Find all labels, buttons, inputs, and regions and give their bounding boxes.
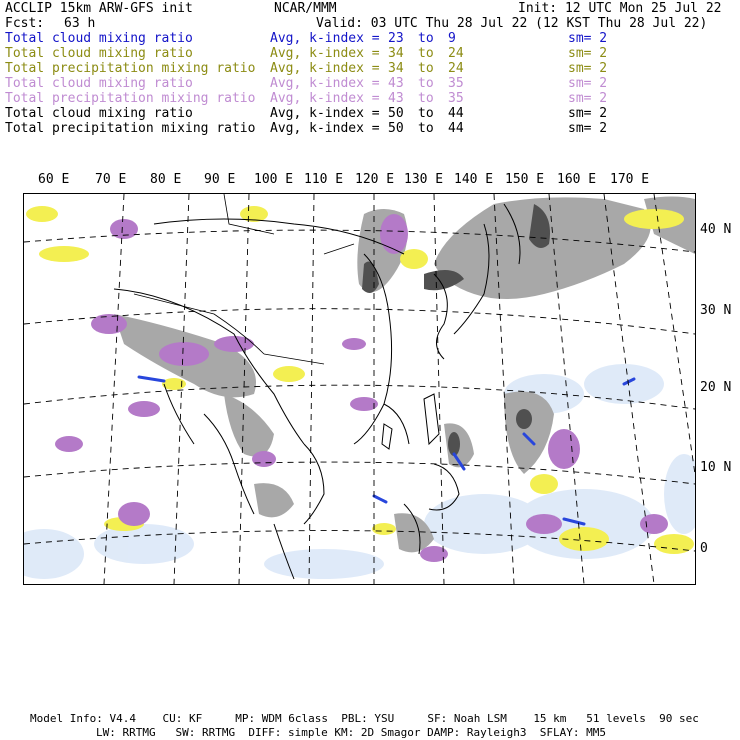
legend-to: to: [418, 46, 434, 61]
legend-to: to: [418, 61, 434, 76]
longitude-label: 80 E: [150, 172, 182, 187]
title-center: NCAR/MMM: [274, 1, 337, 16]
legend-k2: 35: [448, 91, 464, 106]
longitude-label: 110 E: [304, 172, 344, 187]
legend-k2: 24: [448, 61, 464, 76]
legend-sm: sm= 2: [568, 121, 608, 136]
longitude-label: 160 E: [557, 172, 597, 187]
legend-k1: 50: [388, 121, 404, 136]
legend-sm: sm= 2: [568, 91, 608, 106]
legend-to: to: [418, 121, 434, 136]
legend-avg: Avg, k-index =: [270, 121, 380, 136]
legend-to: to: [418, 106, 434, 121]
latitude-label: 40 N: [700, 222, 732, 237]
model-info-line1: Model Info: V4.4 CU: KF MP: WDM 6class PBL: YSU SF: Noah LSM 15 km 51 levels 90 sec: [30, 712, 699, 725]
legend-field: Total cloud mixing ratio: [5, 106, 193, 121]
legend-sm: sm= 2: [568, 76, 608, 91]
init-time: Init: 12 UTC Mon 25 Jul 22: [518, 1, 722, 16]
longitude-label: 120 E: [355, 172, 395, 187]
legend-field: Total cloud mixing ratio: [5, 46, 193, 61]
legend-sm: sm= 2: [568, 106, 608, 121]
legend-to: to: [418, 91, 434, 106]
longitude-label: 60 E: [38, 172, 70, 187]
legend-sm: sm= 2: [568, 61, 608, 76]
legend-k2: 35: [448, 76, 464, 91]
legend-k1: 23: [388, 31, 404, 46]
legend-field: Total cloud mixing ratio: [5, 76, 193, 91]
model-info-line2: LW: RRTMG SW: RRTMG DIFF: simple KM: 2D Smagor DAMP: Rayleigh3 SFLAY: MM5: [96, 726, 606, 739]
longitude-label: 150 E: [505, 172, 545, 187]
legend-avg: Avg, k-index =: [270, 61, 380, 76]
legend-avg: Avg, k-index =: [270, 76, 380, 91]
latitude-label: 30 N: [700, 303, 732, 318]
longitude-label: 170 E: [610, 172, 650, 187]
legend-sm: sm= 2: [568, 31, 608, 46]
legend-avg: Avg, k-index =: [270, 46, 380, 61]
legend-sm: sm= 2: [568, 46, 608, 61]
legend-field: Total precipitation mixing ratio: [5, 91, 256, 106]
legend-k1: 43: [388, 76, 404, 91]
legend-k2: 44: [448, 121, 464, 136]
legend-k1: 34: [388, 61, 404, 76]
legend-field: Total precipitation mixing ratio: [5, 61, 256, 76]
latitude-label: 10 N: [700, 460, 732, 475]
latitude-label: 20 N: [700, 380, 732, 395]
longitude-label: 100 E: [254, 172, 294, 187]
legend-avg: Avg, k-index =: [270, 91, 380, 106]
longitude-label: 130 E: [404, 172, 444, 187]
longitude-label: 90 E: [204, 172, 236, 187]
latitude-label: 0: [700, 541, 708, 556]
legend-k2: 24: [448, 46, 464, 61]
longitude-label: 140 E: [454, 172, 494, 187]
longitude-label: 70 E: [95, 172, 127, 187]
forecast-hours: 63 h: [64, 16, 96, 31]
title-left: ACCLIP 15km ARW-GFS init: [5, 1, 193, 16]
legend-to: to: [418, 31, 434, 46]
map-canvas: [24, 194, 695, 584]
legend-avg: Avg, k-index =: [270, 31, 380, 46]
weather-map: [23, 193, 696, 585]
legend-to: to: [418, 76, 434, 91]
legend-k1: 50: [388, 106, 404, 121]
legend-k1: 34: [388, 46, 404, 61]
legend-k2: 44: [448, 106, 464, 121]
valid-time: Valid: 03 UTC Thu 28 Jul 22 (12 KST Thu 28 Jul 22): [316, 16, 708, 31]
legend-field: Total cloud mixing ratio: [5, 31, 193, 46]
legend-field: Total precipitation mixing ratio: [5, 121, 256, 136]
legend-avg: Avg, k-index =: [270, 106, 380, 121]
forecast-label: Fcst:: [5, 16, 45, 31]
legend-k2: 9: [448, 31, 456, 46]
legend-k1: 43: [388, 91, 404, 106]
